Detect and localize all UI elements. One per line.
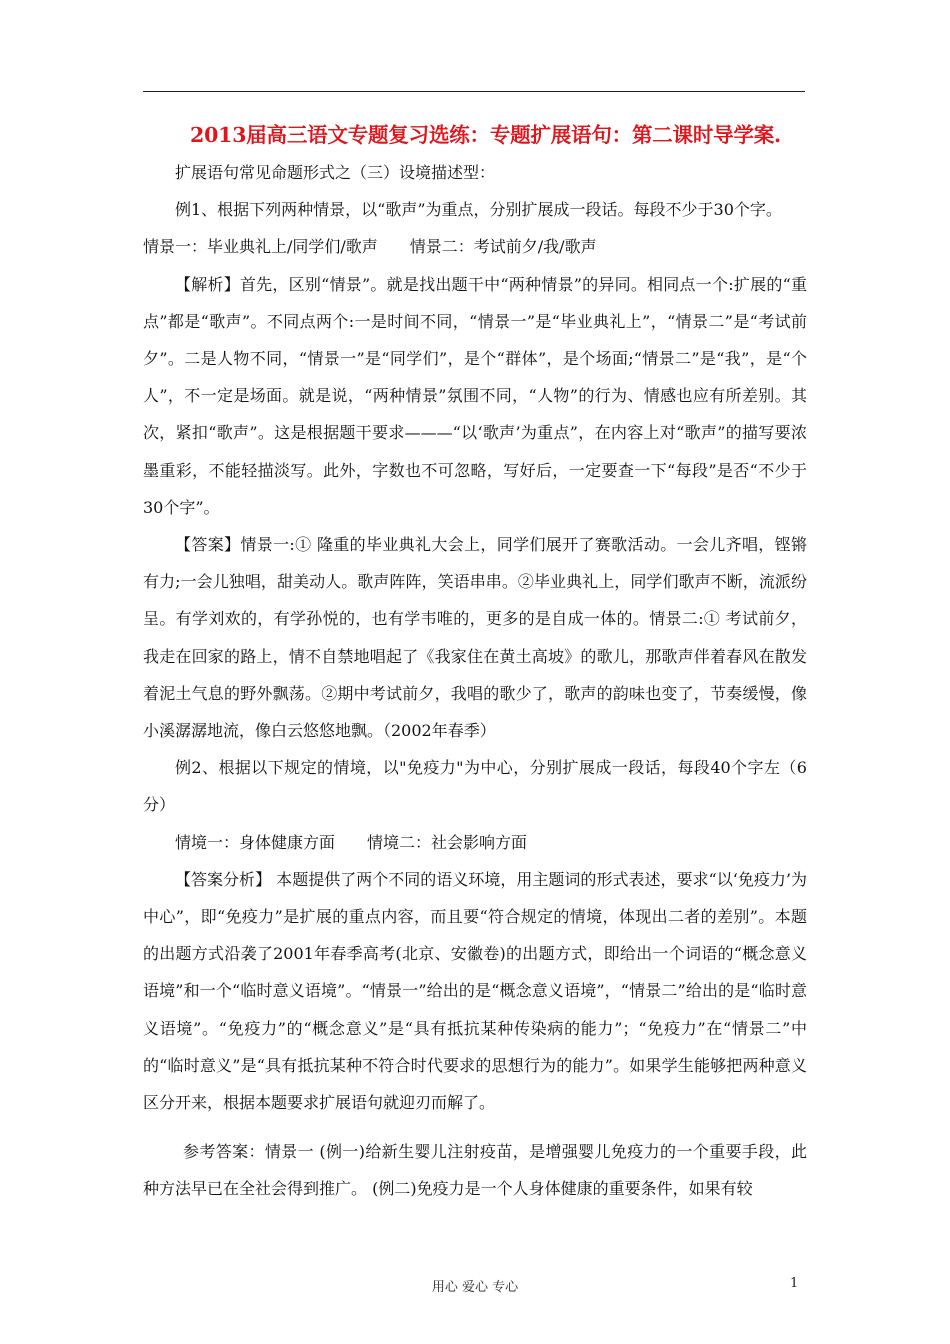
paragraph-example-2: 例2、根据以下规定的情境，以"免疫力"为中心，分别扩展成一段话，每段40个字左（6分） — [143, 758, 807, 815]
document-title: 2013届高三语文专题复习选练：专题扩展语句：第二课时导学案. — [190, 123, 781, 147]
document-body — [143, 154, 807, 1208]
paragraph-analysis-2: 【答案分析】 本题提供了两个不同的语义环境，用主题词的形式表述，要求“以‘免疫力’为中心”，即“免疫力”是扩展的重点内容，而且要“符合规定的情境，体现出二者的差别”。本题的出题方式沿袭了2001年春季高考(北京、安徽卷)的出题方式，即给出一个词语的“概念意义语境”和一个“临时意义语境”。“情景一”给出的是“概念意义语境”，“情景二”给出的是“临时意义语境”。“免疫力”的“概念意义”是“具有抵抗某种传染病的能力”；“免疫力”在“情景二”中的“临时意义”是“具有抵抗某种不符合时代要求的思想行为的能力”。如果学生能够把两种意义区分开来，根据本题要求扩展语句就迎刃而解了。 — [143, 869, 807, 1113]
paragraph-analysis-1: 【解析】首先，区别“情景”。就是找出题干中“两种情景”的异同。相同点一个:扩展的“重点”都是“歌声”。不同点两个:一是时间不同，“情景一”是“毕业典礼上”，“情景二”是“考试前夕”。二是人物不同，“情景一”是“同学们”，是个“群体”，是个场面;“情景二”是“我”，是“个人”，不一定是场面。就是说，“两种情景”氛围不同，“人物”的行为、情感也应有所差别。其次，紧扣“歌声”。这是根据题干要求———“以‘歌声’为重点”，在内容上对“歌声”的描写要浓墨重彩，不能轻描淡写。此外，字数也不可忽略，写好后，一定要查一下“每段”是否“不少于30个字”。 — [143, 274, 807, 517]
page-number: 1 — [790, 1276, 799, 1291]
paragraph-scenes-2: 情境一：身体健康方面 情境二：社会影响方面 — [175, 832, 528, 852]
header-rule — [143, 91, 805, 92]
paragraph-scenes-1: 情景一：毕业典礼上/同学们/歌声 情景二：考试前夕/我/歌声 — [143, 237, 597, 257]
paragraph-answer-1: 【答案】情景一:① 隆重的毕业典礼大会上，同学们展开了赛歌活动。一会儿齐唱，铿锵有力;一会儿独唱，甜美动人。歌声阵阵，笑语串串。②毕业典礼上，同学们歌声不断，流派纷呈。有学刘欢的，有学孙悦的，也有学韦唯的，更多的是自成一体的。情景二:① 考试前夕，我走在回家的路上，情不自禁地唱起了《我家住在黄土高坡》的歌儿，那歌声伴着春风在散发着泥土气息的野外飘荡。②期中考试前夕，我唱的歌少了，歌声的韵味也变了，节奏缓慢，像小溪潺潺地流，像白云悠悠地飘。（2002年春季） — [143, 535, 807, 741]
paragraph-example-1: 例1、根据下列两种情景，以“歌声”为重点，分别扩展成一段话。每段不少于30个字。 — [175, 200, 782, 220]
paragraph-intro: 扩展语句常见命题形式之（三）设境描述型： — [175, 163, 496, 182]
footer-motto: 用心 爱心 专心 — [431, 1280, 519, 1295]
paragraph-reference-answer: 参考答案：情景一 (例一)给新生婴儿注射疫苗，是增强婴儿免疫力的一个重要手段，此种方法早已在全社会得到推广。 (例二)免疫力是一个人身体健康的重要条件，如果有较 — [143, 1142, 807, 1199]
